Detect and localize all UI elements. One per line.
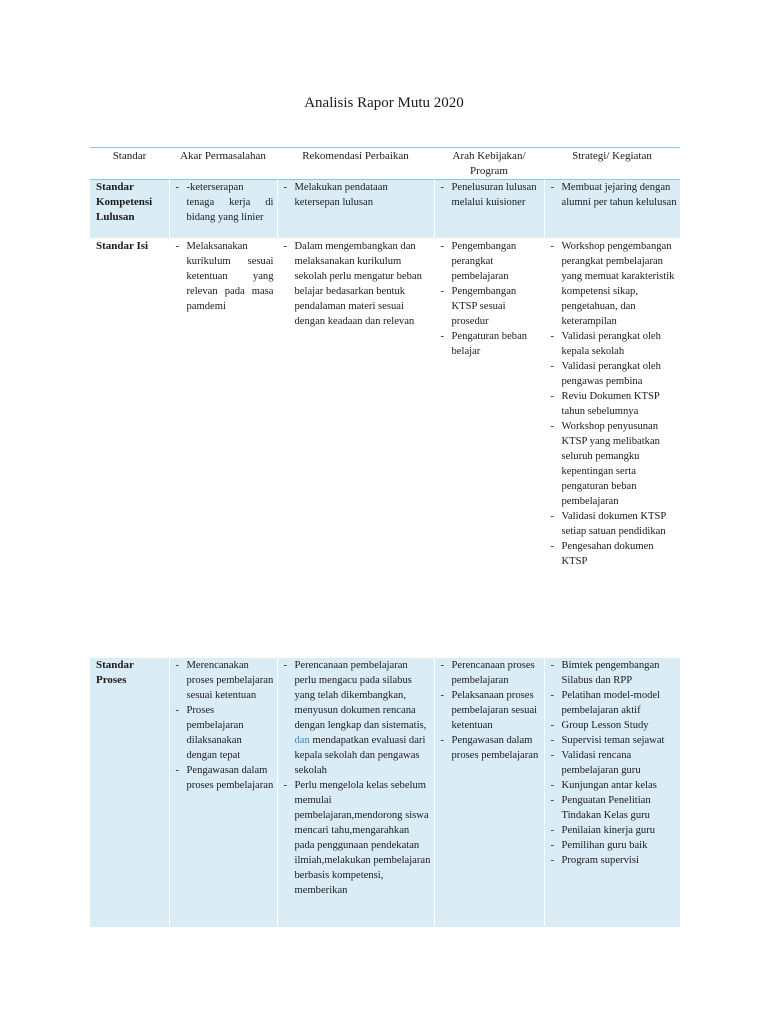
arah-cell — [434, 180, 544, 239]
row-standar-label: Standar Isi — [90, 239, 169, 658]
list-item: - Validasi rencana pembelajaran guru — [551, 748, 678, 778]
table-row — [90, 658, 680, 928]
table-header-row — [90, 148, 680, 180]
list-item: - Pemilihan guru baik — [551, 838, 678, 853]
rekomendasi-cell — [277, 239, 434, 658]
list-item: - Pengaturan beban belajar — [441, 329, 541, 359]
list-item: - Workshop penyusunan KTSP yang melibatkan seluruh pemangku kepentingan serta pengaturan beban pembelajaran — [551, 419, 678, 509]
document-title: Analisis Rapor Mutu 2020 — [304, 95, 464, 111]
list-item: - Workshop pengembangan perangkat pembelajaran yang memuat karakteristik kompetensi sikap, pengetahuan, dan keterampilan — [551, 239, 678, 329]
rekomendasi-cell — [277, 658, 434, 928]
list-item: - Pengembangan KTSP sesuai prosedur — [441, 284, 541, 329]
list-item: - Bimtek pengembangan Silabus dan RPP — [551, 658, 678, 688]
header-arah-kebijakan: Arah Kebijakan/ Program — [452, 150, 526, 177]
rekomendasi-cell — [277, 180, 434, 239]
row-standar-label: Standar Proses — [90, 658, 169, 928]
highlighted-word: dan — [294, 735, 310, 746]
list-item: - -keterserapan tenaga kerja di bidang yang linier — [176, 180, 274, 225]
arah-cell — [434, 658, 544, 928]
list-item: - Pengembangan perangkat pembelajaran — [441, 239, 541, 284]
list-item: - Pelatihan model-model pembelajaran aktif — [551, 688, 678, 718]
list-item: - Reviu Dokumen KTSP tahun sebelumnya — [551, 389, 678, 419]
akar-cell — [169, 180, 277, 239]
list-item: - Supervisi teman sejawat — [551, 733, 678, 748]
list-item: - Perencanaan proses pembelajaran — [441, 658, 541, 688]
list-item: - Perlu mengelola kelas sebelum memulai pembelajaran,mendorong siswa mencari tahu,mengarahkan pada penggunaan pendekatan ilmiah,melakukan pembelajaran berbasis kompetensi, memberikan — [284, 778, 431, 898]
strategi-cell — [544, 658, 680, 928]
list-item: - Penelusuran lulusan melalui kuisioner — [441, 180, 541, 210]
list-item: - Pengawasan dalam proses pembelajaran — [441, 733, 541, 763]
list-item: - Pelaksanaan proses pembelajaran sesuai ketentuan — [441, 688, 541, 733]
analysis-table — [90, 147, 680, 928]
list-item: - Melakukan pendataan ketersepan lulusan — [284, 180, 431, 210]
row-standar-label: Standar Kompetensi Lulusan — [90, 180, 169, 239]
list-item — [284, 658, 431, 778]
header-strategi-kegiatan: Strategi/ Kegiatan — [572, 150, 652, 162]
table-row — [90, 180, 680, 239]
list-item: - Validasi dokumen KTSP setiap satuan pendidikan — [551, 509, 678, 539]
list-item: - Program supervisi — [551, 853, 678, 868]
list-item: - Group Lesson Study — [551, 718, 678, 733]
header-standar: Standar — [112, 150, 147, 162]
rekomendasi-text: Perencanaan pembelajaran perlu mengacu pada silabus yang telah dikembangkan, menyusun dokumen rencana dengan lengkap dan sistematis, — [294, 660, 427, 731]
list-item: - Pengawasan dalam proses pembelajaran — [176, 763, 274, 793]
list-item: - Membuat jejaring dengan alumni per tahun kelulusan — [551, 180, 678, 210]
list-item: - Merencanakan proses pembelajaran sesuai ketentuan — [176, 658, 274, 703]
list-item: - Penilaian kinerja guru — [551, 823, 678, 838]
header-rekomendasi-perbaikan: Rekomendasi Perbaikan — [302, 150, 409, 162]
table-row — [90, 239, 680, 658]
list-item: - Proses pembelajaran dilaksanakan dengan tepat — [176, 703, 274, 763]
list-item: - Dalam mengembangkan dan melaksanakan kurikulum sekolah perlu mengatur beban belajar bedasarkan bentuk pendalaman materi sesuai dengan keadaan dan relevan — [284, 239, 431, 329]
list-item: - Pengesahan dokumen KTSP — [551, 539, 678, 569]
akar-cell — [169, 658, 277, 928]
arah-cell — [434, 239, 544, 658]
strategi-cell — [544, 239, 680, 658]
list-item: - Melaksanakan kurikulum sesuai ketentuan yang relevan pada masa pamdemi — [176, 239, 274, 314]
rekomendasi-text: mendapatkan evaluasi dari kepala sekolah dan pengawas sekolah — [294, 735, 426, 776]
list-item: - Validasi perangkat oleh kepala sekolah — [551, 329, 678, 359]
header-akar-permasalahan: Akar Permasalahan — [180, 150, 266, 162]
akar-cell — [169, 239, 277, 658]
strategi-cell — [544, 180, 680, 239]
list-item: - Validasi perangkat oleh pengawas pembina — [551, 359, 678, 389]
list-item: - Kunjungan antar kelas — [551, 778, 678, 793]
list-item: - Penguatan Penelitian Tindakan Kelas guru — [551, 793, 678, 823]
